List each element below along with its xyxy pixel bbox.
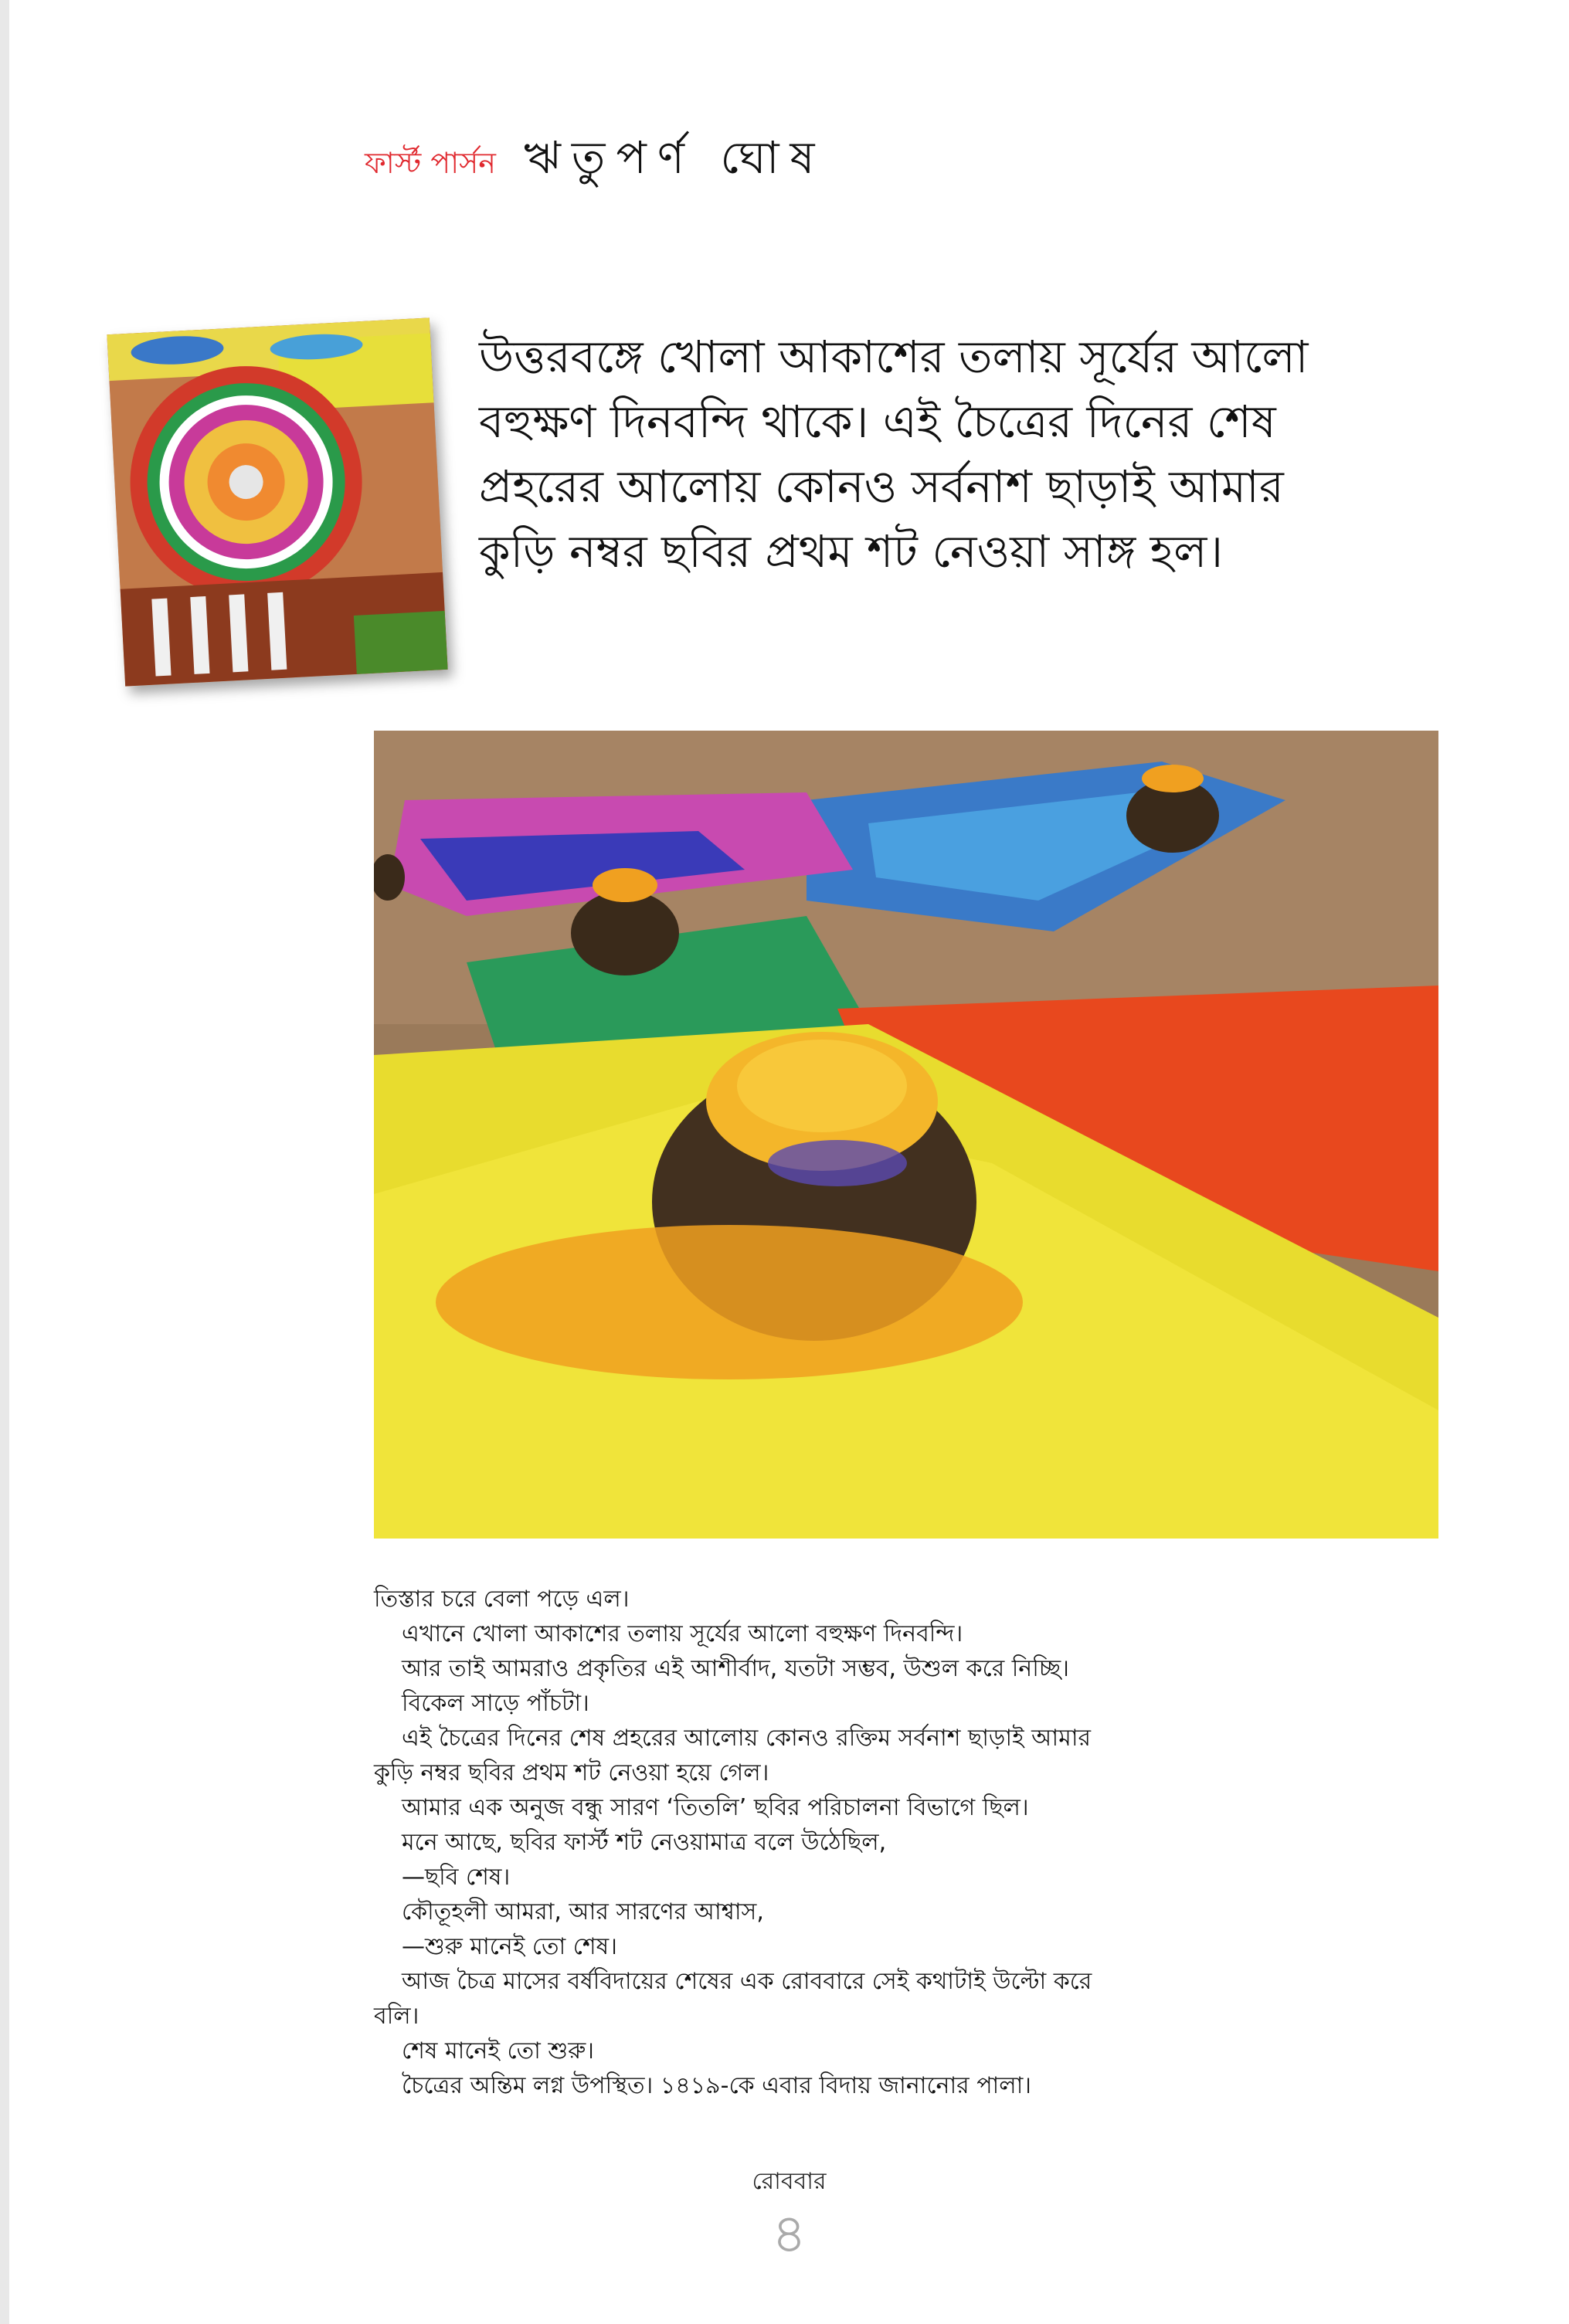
body-paragraph: এই চৈত্রের দিনের শেষ প্রহরের আলোয় কোনও রক্তিম সর্বনাশ ছাড়াই আমার কুড়ি নম্বর ছবির প্রথম শট নেওয়া হয়ে গেল। — [374, 1725, 1092, 1786]
pullquote — [479, 324, 1336, 584]
section-label: ফার্স্ট পার্সন — [365, 146, 496, 180]
thumbnail-photo — [107, 317, 447, 686]
pullquote-line: উত্তরবঙ্গে খোলা আকাশের তলায় সূর্যের আলো — [479, 331, 1309, 383]
page-number: ৪ — [771, 2202, 807, 2265]
magazine-page — [9, 0, 1569, 2324]
main-photo — [374, 731, 1438, 1539]
body-paragraph: —ছবি শেষ। — [402, 1864, 511, 1891]
body-paragraph: কৌতূহলী আমরা, আর সারণের আশ্বাস, — [402, 1898, 764, 1925]
body-paragraph: আমার এক অনুজ বন্ধু সারণ ‘তিতলি’ ছবির পরিচালনা বিভাগে ছিল। — [402, 1794, 1029, 1821]
body-paragraph: আজ চৈত্র মাসের বর্ষবিদায়ের শেষের এক রোববারে সেই কথাটাই উল্টো করে বলি। — [374, 1968, 1092, 2030]
body-paragraph: আর তাই আমরাও প্রকৃতির এই আশীর্বাদ, যতটা সম্ভব, উশুল করে নিচ্ছি। — [402, 1655, 1069, 1682]
body-paragraph: তিস্তার চরে বেলা পড়ে এল। — [374, 1586, 630, 1613]
pullquote-line: বহুক্ষণ দিনবন্দি থাকে। এই চৈত্রের দিনের শেষ — [479, 395, 1276, 448]
article-body — [374, 1582, 1116, 2103]
body-paragraph: চৈত্রের অন্তিম লগ্ন উপস্থিত। ১৪১৯-কে এবার বিদায় জানানোর পালা। — [402, 2072, 1032, 2099]
marigold-offering-image — [374, 731, 1438, 1539]
pullquote-line: প্রহরের আলোয় কোনও সর্বনাশ ছাড়াই আমার — [479, 460, 1284, 513]
page-header — [365, 124, 826, 198]
body-paragraph: বিকেল সাড়ে পাঁচটা। — [402, 1690, 589, 1717]
body-paragraph: —শুরু মানেই তো শেষ। — [402, 1933, 617, 1960]
pullquote-line: কুড়ি নম্বর ছবির প্রথম শট নেওয়া সাঙ্গ হল। — [479, 525, 1224, 578]
body-paragraph: শেষ মানেই তো শুরু। — [402, 2037, 594, 2064]
footer-magazine-name: রোববার — [752, 2168, 827, 2195]
rangoli-image — [107, 317, 447, 686]
author-name: ঋতুপর্ণ ঘোষ — [523, 131, 826, 184]
body-paragraph: মনে আছে, ছবির ফার্স্ট শট নেওয়ামাত্র বলে উঠেছিল, — [402, 1829, 887, 1856]
body-paragraph: এখানে খোলা আকাশের তলায় সূর্যের আলো বহুক্ষণ দিনবন্দি। — [402, 1620, 963, 1647]
